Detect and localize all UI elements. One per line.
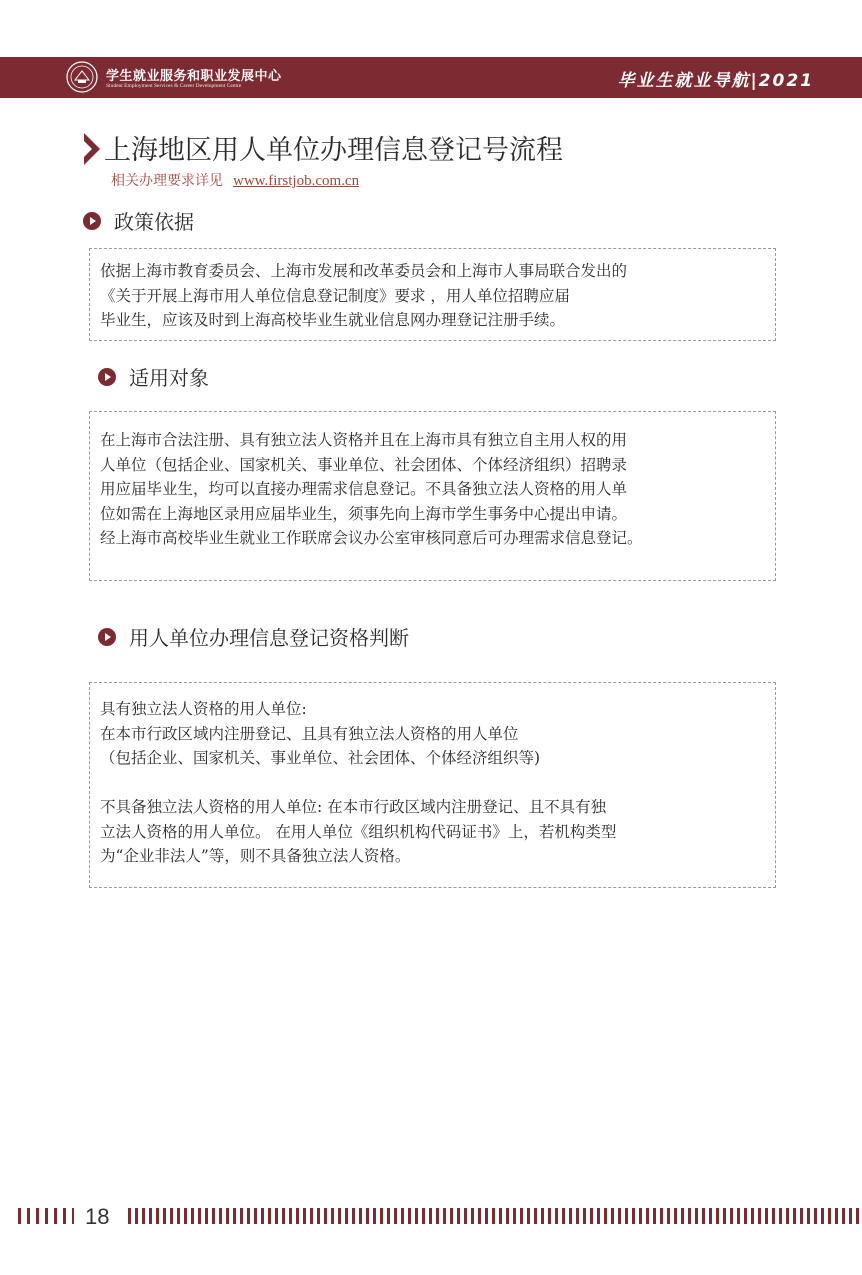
text-line: 具有独立法人资格的用人单位:: [100, 700, 307, 718]
play-circle-icon: [97, 367, 117, 387]
university-seal-icon: [66, 61, 98, 93]
section-heading-policy: [82, 206, 194, 235]
section-heading-qualification: [97, 622, 409, 651]
text-line: 在上海市合法注册、具有独立法人资格并且在上海市具有独立自主用人权的用: [100, 431, 628, 449]
play-circle-icon: [97, 627, 117, 647]
text-line: 不具备独立法人资格的用人单位: 在本市行政区域内注册登记、且不具有独: [100, 798, 607, 816]
text-line: 位如需在上海地区录用应届毕业生，须事先向上海市学生事务中心提出申请。: [100, 504, 628, 523]
section-heading-label: 政策依据: [114, 210, 194, 234]
org-name-en: Student Employment Services & Career Development Centre: [106, 83, 242, 89]
play-circle-icon: [82, 211, 102, 231]
section-heading-label: 用人单位办理信息登记资格判断: [129, 626, 409, 650]
website-link[interactable]: www.firstjob.com.cn: [233, 173, 360, 189]
subtitle-row: [111, 170, 359, 190]
chevron-right-icon: [82, 131, 104, 167]
text-line: 在本市行政区域内注册登记、且具有独立法人资格的用人单位: [100, 724, 519, 743]
footer-decoration-left: [18, 1208, 74, 1224]
text-line: 毕业生，应该及时到上海高校毕业生就业信息网办理登记注册手续。: [100, 311, 566, 329]
header-bar: [0, 57, 862, 98]
text-line: 立法人资格的用人单位。 在用人单位《组织机构代码证书》上，若机构类型: [100, 822, 617, 841]
qualification-box: [89, 682, 776, 888]
footer-decoration-right: [128, 1208, 862, 1224]
text-line: 用应届毕业生，均可以直接办理需求信息登记。不具备独立法人资格的用人单: [100, 480, 628, 498]
section-heading-label: 适用对象: [129, 366, 209, 390]
subtitle-text: 相关办理要求详见: [111, 173, 223, 189]
page-number: 18: [85, 1204, 110, 1229]
section-heading-applicable: [97, 362, 209, 391]
text-line: 《关于开展上海市用人单位信息登记制度》要求 ，用人单位招聘应届: [100, 286, 570, 305]
applicable-box: [89, 411, 776, 581]
guide-title: 毕业生就业导航|2021: [617, 71, 814, 91]
text-line: 依据上海市教育委员会、上海市发展和改革委员会和上海市人事局联合发出的: [100, 262, 628, 280]
policy-box: [89, 248, 776, 341]
org-name-cn: 学生就业服务和职业发展中心: [106, 69, 282, 84]
text-line: （包括企业、国家机关、事业单位、社会团体、个体经济组织等): [100, 749, 541, 767]
text-line: 经上海市高校毕业生就业工作联席会议办公室审核同意后可办理需求信息登记。: [100, 529, 643, 547]
text-line: 为“企业非法人”等，则不具备独立法人资格。: [100, 847, 411, 865]
text-line: 人单位（包括企业、国家机关、事业单位、社会团体、个体经济组织）招聘录: [100, 455, 628, 474]
page-title: 上海地区用人单位办理信息登记号流程: [104, 135, 563, 166]
blank-line: [100, 771, 765, 796]
